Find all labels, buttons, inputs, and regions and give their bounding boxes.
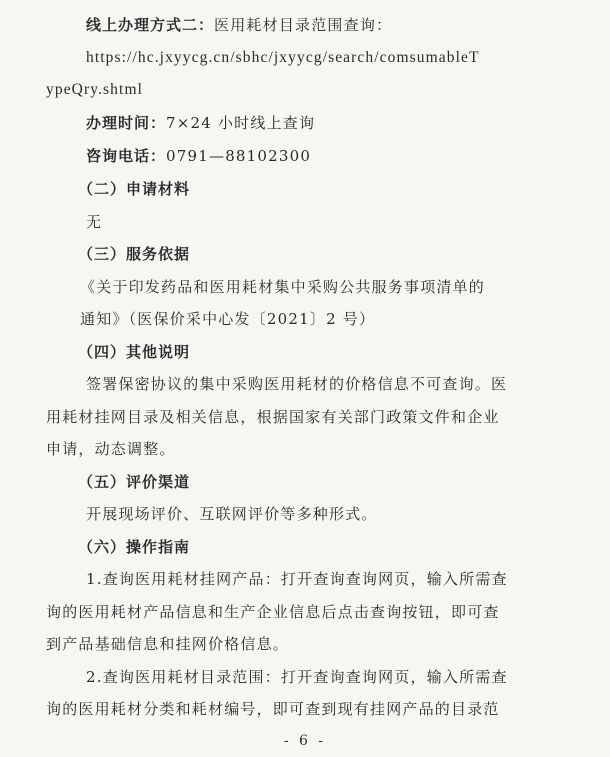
guide-text-line-4: 2.查询医用耗材目录范围：打开查询查询网页，输入所需查: [86, 668, 508, 686]
phone-value: 0791—88102300: [166, 147, 312, 165]
section-heading-evaluation: （五）评价渠道: [78, 473, 191, 491]
hours-line: [86, 113, 315, 133]
url-line-2: ypeQry.shtml: [46, 81, 144, 98]
section-heading-notes: （四）其他说明: [78, 343, 191, 361]
phone-line: [86, 146, 311, 166]
notes-text-line-3: 申请，动态调整。: [46, 440, 176, 458]
section-heading-guide: （六）操作指南: [78, 538, 191, 556]
guide-text-line-1: 1.查询医用耗材挂网产品：打开查询查询网页，输入所需查: [86, 570, 508, 588]
basis-text-line-1: 《关于印发药品和医用耗材集中采购公共服务事项清单的: [80, 278, 486, 296]
online-method-value: 医用耗材目录范围查询：: [214, 16, 393, 34]
page-number: - 6 -: [283, 733, 327, 749]
guide-text-line-3: 到产品基础信息和挂网价格信息。: [46, 635, 290, 653]
notes-text-line-1: 签署保密协议的集中采购医用耗材的价格信息不可查询。医: [86, 375, 508, 393]
guide-text-line-5: 询的医用耗材分类和耗材编号，即可查到现有挂网产品的目录范: [46, 700, 500, 718]
guide-text-line-2: 询的医用耗材产品信息和生产企业信息后点击查询按钮，即可查: [46, 603, 500, 621]
online-method-line: [86, 15, 392, 35]
notes-text-line-2: 用耗材挂网目录及相关信息，根据国家有关部门政策文件和企业: [46, 408, 500, 426]
basis-text-line-2: 通知》（医保价采中心发〔2021〕2 号）: [80, 310, 376, 328]
evaluation-text: 开展现场评价、互联网评价等多种形式。: [86, 505, 378, 523]
url-line-1: https://hc.jxyycg.cn/sbhc/jxyycg/search/comsumableT: [86, 49, 480, 66]
online-method-label: 线上办理方式二：: [86, 16, 215, 34]
hours-label: 办理时间：: [86, 114, 167, 132]
phone-label: 咨询电话：: [86, 147, 167, 165]
section-heading-basis: （三）服务依据: [78, 245, 191, 263]
section-heading-materials: （二）申请材料: [78, 180, 191, 198]
hours-value: 7×24 小时线上查询: [166, 114, 316, 132]
materials-text: 无: [86, 213, 103, 231]
